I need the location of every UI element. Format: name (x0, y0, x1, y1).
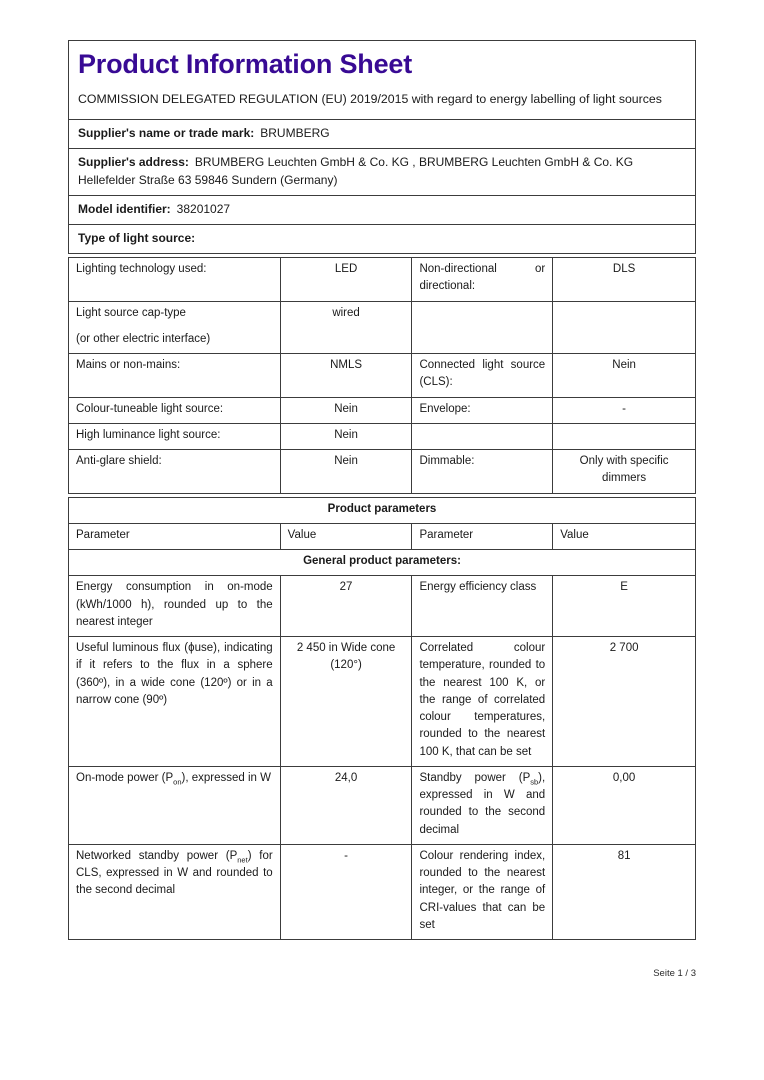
param-cell: Energy efficiency class (412, 576, 553, 637)
type-of-light-source-label: Type of light source: (78, 231, 196, 246)
value-cell: - (553, 397, 696, 423)
label-text: ) for CLS, expressed in W and rounded to the second decimal (76, 849, 273, 897)
value-cell: Nein (280, 450, 412, 494)
value-cell: Nein (280, 397, 412, 423)
param-cell (69, 844, 281, 939)
page-number: Seite 1 / 3 (653, 968, 696, 980)
value-cell: NMLS (280, 354, 412, 398)
param-cell (412, 423, 553, 449)
table-row (69, 637, 696, 767)
model-identifier-value: 38201027 (176, 202, 231, 217)
column-header-value: Value (553, 523, 696, 549)
param-cell: Envelope: (412, 397, 553, 423)
column-header-value: Value (280, 523, 412, 549)
table-row (69, 258, 696, 302)
model-identifier-label: Model identifier: (78, 202, 171, 217)
value-cell (553, 423, 696, 449)
general-product-parameters-heading: General product parameters: (69, 550, 696, 576)
label-text: On-mode power (P (76, 771, 174, 784)
value-cell: Nein (280, 423, 412, 449)
value-cell: 2 700 (553, 637, 696, 767)
label-subscript: net (237, 855, 248, 865)
supplier-address-label: Supplier's address: (78, 155, 189, 170)
value-cell: wired (280, 301, 412, 354)
product-information-sheet (68, 40, 696, 979)
param-cell: Correlated colour temperature, rounded to the nearest 100 K, or the range of correlated colour temperatures, rounded to the nearest 100 K, that can be set (412, 637, 553, 767)
param-cell: Anti-glare shield: (69, 450, 281, 494)
table-row (69, 550, 696, 576)
param-cell (69, 301, 281, 354)
label-text: Standby power (P (419, 771, 531, 784)
supplier-address-value: BRUMBERG Leuchten GmbH & Co. KG , BRUMBERG Leuchten GmbH & Co. KG Hellefelder Straße 63 59846 Sundern (Germany) (78, 155, 634, 188)
table-row (69, 844, 696, 939)
param-cell: Colour-tuneable light source: (69, 397, 281, 423)
table-row (69, 354, 696, 398)
param-cell: Energy consumption in on-mode (kWh/1000 h), rounded up to the nearest integer (69, 576, 281, 637)
table-row (69, 766, 696, 844)
value-cell: 0,00 (553, 766, 696, 844)
param-cell: High luminance light source: (69, 423, 281, 449)
table-row (69, 576, 696, 637)
value-cell: 24,0 (280, 766, 412, 844)
value-cell: - (280, 844, 412, 939)
label-subscript: sb (530, 777, 539, 787)
column-header-parameter: Parameter (69, 523, 281, 549)
header-table (68, 40, 696, 254)
param-cell: Dimmable: (412, 450, 553, 494)
table-row (69, 41, 696, 120)
product-parameters-heading: Product parameters (69, 497, 696, 523)
param-cell: Lighting technology used: (69, 258, 281, 302)
regulation-subtitle: COMMISSION DELEGATED REGULATION (EU) 2019/2015 with regard to energy labelling of light sources (78, 92, 662, 107)
table-row (69, 523, 696, 549)
column-header-parameter: Parameter (412, 523, 553, 549)
cap-type-line1: Light source cap-type (76, 306, 186, 319)
param-cell: Connected light source (CLS): (412, 354, 553, 398)
param-cell: Useful luminous flux (ϕuse), indicating if it refers to the flux in a sphere (360º), in a wide cone (120º) or in a narrow cone (90º) (69, 637, 281, 767)
param-cell: Colour rendering index, rounded to the nearest integer, or the range of CRI-values that can be set (412, 844, 553, 939)
product-parameters-table (68, 497, 696, 941)
table-row (69, 397, 696, 423)
param-cell (412, 766, 553, 844)
param-cell: Non-directional or directional: (412, 258, 553, 302)
value-cell: LED (280, 258, 412, 302)
value-cell: Nein (553, 354, 696, 398)
table-row (69, 120, 696, 149)
value-cell: Only with specific dimmers (553, 450, 696, 494)
label-text: Networked standby power (P (76, 849, 238, 862)
table-row (69, 450, 696, 494)
value-cell: 27 (280, 576, 412, 637)
table-row (69, 196, 696, 225)
value-cell: E (553, 576, 696, 637)
cap-type-line2: (or other electric interface) (76, 332, 211, 345)
label-text: ), expressed in W and rounded to the second decimal (419, 771, 546, 836)
page-title: Product Information Sheet (78, 49, 413, 79)
type-of-light-source-table (68, 257, 696, 494)
label-text: ), expressed in W (181, 771, 271, 784)
table-row (69, 301, 696, 354)
table-row (69, 149, 696, 196)
label-subscript: on (173, 777, 182, 787)
supplier-name-value: BRUMBERG (260, 126, 330, 141)
value-cell: DLS (553, 258, 696, 302)
table-row (69, 423, 696, 449)
supplier-name-label: Supplier's name or trade mark: (78, 126, 255, 141)
value-cell: 81 (553, 844, 696, 939)
param-cell: Mains or non-mains: (69, 354, 281, 398)
param-cell (69, 766, 281, 844)
table-row (69, 225, 696, 254)
table-row (69, 497, 696, 523)
value-cell: 2 450 in Wide cone (120°) (280, 637, 412, 767)
param-cell (412, 301, 553, 354)
value-cell (553, 301, 696, 354)
